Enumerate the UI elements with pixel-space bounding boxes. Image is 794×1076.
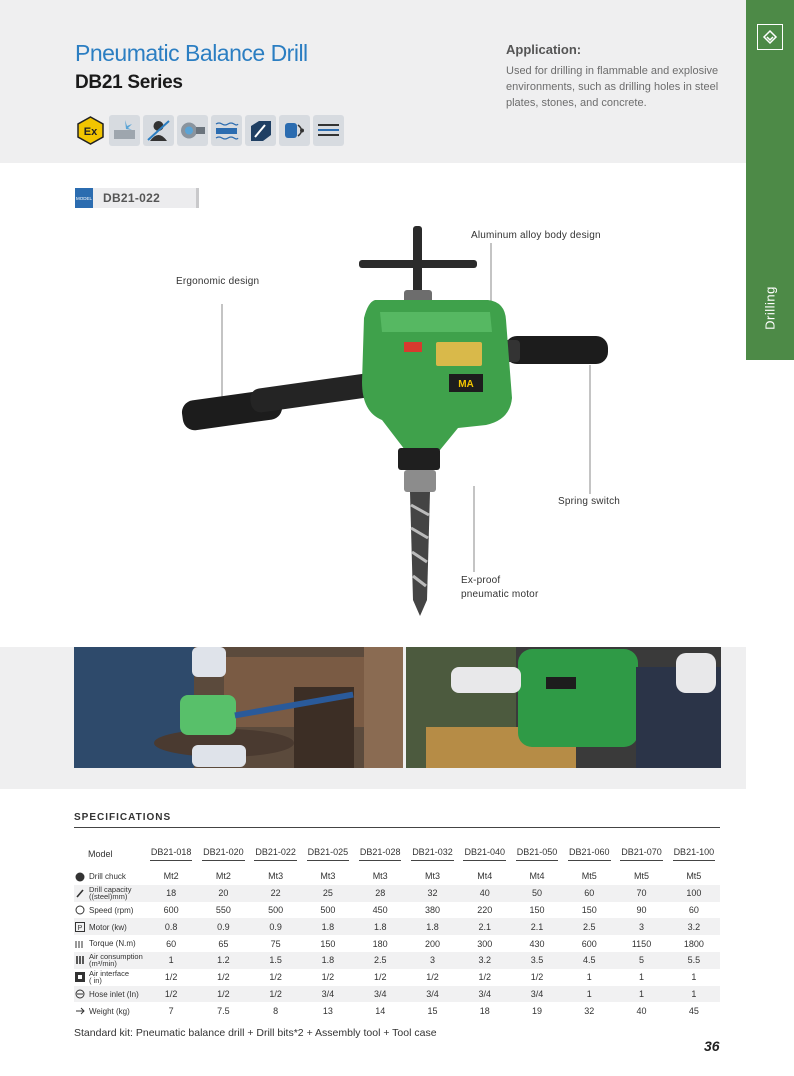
model-header: DB21-040 (459, 845, 511, 862)
param-label: Motor (kw) (89, 922, 127, 932)
table-cell: 3/4 (302, 986, 354, 1003)
table-cell: Mt2 (215, 871, 231, 882)
svg-text:P: P (77, 925, 83, 933)
table-header-row (74, 845, 720, 862)
table-cell: 1/2 (145, 986, 197, 1003)
param-label: Drill chuck (89, 872, 126, 882)
application-heading: Application: (506, 42, 582, 57)
model-header: DB21-032 (406, 845, 458, 862)
param-label-cell (74, 952, 145, 969)
param-unit: ((steel)mm) (89, 892, 128, 902)
standard-kit-note: Standard kit: Pneumatic balance drill + Drill bits*2 + Assembly tool + Tool case (74, 1027, 437, 1039)
table-cell: 1 (639, 972, 645, 983)
table-cell: 7.5 (217, 1005, 230, 1016)
table-cell: 3/4 (354, 986, 406, 1003)
table-cell: 1 (145, 952, 197, 969)
table-row (74, 918, 720, 935)
model-header: DB21-022 (250, 845, 302, 862)
table-cell: 0.9 (250, 918, 302, 935)
table-row (74, 902, 720, 919)
table-cell: 22 (250, 885, 302, 902)
model-mark: MODEL (75, 188, 93, 208)
param-label-cell (74, 868, 145, 885)
table-row (74, 986, 720, 1003)
param-label: Speed (rpm) (89, 905, 134, 915)
air-consumption-icon (74, 955, 89, 965)
table-cell: Mt4 (529, 871, 545, 882)
table-cell: 450 (372, 904, 388, 915)
section-label: Drilling (762, 286, 778, 330)
model-header: DB21-100 (668, 845, 720, 862)
table-cell: 550 (215, 904, 231, 915)
param-label: Torque (N.m) (89, 939, 136, 949)
specifications-heading: SPECIFICATIONS (74, 812, 172, 823)
table-cell: 1 (615, 986, 667, 1003)
usage-photo-left (74, 647, 403, 768)
callout-motor-line1: Ex-proof (461, 575, 501, 586)
param-label-cell (74, 969, 145, 986)
table-cell: 3/4 (406, 986, 458, 1003)
table-cell: 1/2 (197, 986, 249, 1003)
series-title: DB21 Series (75, 72, 183, 93)
table-cell: 40 (636, 1005, 647, 1016)
specifications-table (74, 845, 720, 1019)
callout-motor-line2: pneumatic motor (461, 589, 539, 600)
table-cell: 1/2 (164, 972, 178, 983)
model-header: DB21-060 (563, 845, 615, 862)
table-cell: Mt5 (686, 871, 702, 882)
weight-icon (74, 1005, 89, 1015)
table-cell: 1/2 (217, 972, 230, 983)
application-text: Used for drilling in flammable and explosive environments, such as drilling holes in steel plates, stones, and concrete. (506, 65, 719, 109)
specifications-rule (74, 827, 720, 828)
param-label: Weight (kg) (89, 1006, 130, 1016)
table-cell: 3.2 (668, 918, 720, 935)
table-cell: 500 (268, 904, 284, 915)
table-row (74, 935, 720, 952)
usage-photo-right (406, 647, 721, 768)
table-cell: 1 (691, 972, 697, 983)
model-header: DB21-020 (197, 845, 249, 862)
brand-logo-icon (757, 24, 783, 50)
table-cell: 28 (354, 885, 406, 902)
table-cell: 1/2 (269, 972, 282, 983)
table-cell: 3.2 (459, 952, 511, 969)
table-cell: 1 (586, 972, 592, 983)
table-cell: 70 (615, 885, 667, 902)
table-cell: 1.2 (197, 952, 249, 969)
table-cell: Mt5 (581, 871, 597, 882)
table-cell: 18 (145, 885, 197, 902)
table-cell: Mt3 (320, 871, 336, 882)
param-label: Drill capacity (89, 885, 132, 895)
table-cell: 100 (668, 885, 720, 902)
chuck-icon (74, 871, 89, 881)
table-cell: 20 (197, 885, 249, 902)
table-cell: 19 (531, 1005, 542, 1016)
table-cell: 5 (615, 952, 667, 969)
table-row (74, 868, 720, 885)
air-interface-icon (74, 972, 89, 982)
table-cell: 4.5 (563, 952, 615, 969)
table-cell: 45 (688, 1005, 699, 1016)
table-cell: 2.1 (459, 918, 511, 935)
table-cell: 1/2 (426, 972, 439, 983)
table-cell: 200 (424, 938, 440, 949)
model-header: DB21-018 (145, 845, 197, 862)
table-cell: 2.5 (563, 918, 615, 935)
svg-text:MA: MA (458, 379, 474, 390)
param-label-cell (74, 935, 145, 952)
table-cell: 0.8 (145, 918, 197, 935)
table-cell: 600 (581, 938, 597, 949)
param-label-cell (74, 885, 145, 902)
param-label-cell (74, 986, 145, 1003)
table-cell: 13 (322, 1005, 333, 1016)
table-cell: 0.9 (197, 918, 249, 935)
table-cell: 1/2 (250, 986, 302, 1003)
model-header: DB21-025 (302, 845, 354, 862)
table-cell: 32 (406, 885, 458, 902)
table-cell: 3.5 (511, 952, 563, 969)
table-cell: 430 (529, 938, 545, 949)
table-cell: 1.8 (302, 918, 354, 935)
table-cell: 1.8 (302, 952, 354, 969)
table-cell: 220 (477, 904, 493, 915)
torque-icon (74, 938, 89, 948)
table-cell: 1/2 (530, 972, 544, 983)
table-cell: 150 (529, 904, 545, 915)
table-cell: 75 (270, 938, 281, 949)
callout-ergonomic: Ergonomic design (176, 276, 260, 287)
table-cell: 1800 (683, 938, 704, 949)
svg-text:Ex: Ex (83, 126, 98, 138)
table-row (74, 952, 720, 969)
table-cell: Mt5 (634, 871, 650, 882)
page-number: 36 (704, 1038, 720, 1054)
table-cell: 5.5 (668, 952, 720, 969)
param-label: Air consumption (89, 952, 143, 962)
table-cell: Mt3 (268, 871, 284, 882)
param-label-cell (74, 902, 145, 919)
table-cell: 380 (424, 904, 440, 915)
param-label-cell (74, 918, 145, 935)
table-cell: 3 (615, 918, 667, 935)
table-cell: 1 (668, 986, 720, 1003)
param-label: Air interface (89, 969, 130, 979)
table-cell: 1 (563, 986, 615, 1003)
table-cell: Mt3 (372, 871, 388, 882)
table-cell: Mt2 (163, 871, 179, 882)
table-cell: 90 (636, 904, 647, 915)
table-cell: 1/2 (478, 972, 491, 983)
model-column-header: Model (88, 848, 113, 859)
table-row (74, 885, 720, 902)
param-unit: (m³/min) (89, 959, 117, 969)
model-header: DB21-028 (354, 845, 406, 862)
table-cell: 600 (163, 904, 179, 915)
table-cell: 150 (320, 938, 336, 949)
drill-bit-icon (74, 888, 89, 898)
table-cell: 500 (320, 904, 336, 915)
table-cell: Mt4 (477, 871, 493, 882)
table-cell: 7 (168, 1005, 174, 1016)
model-header: DB21-050 (511, 845, 563, 862)
table-cell: 300 (477, 938, 493, 949)
table-cell: 65 (218, 938, 229, 949)
speed-icon (74, 905, 89, 915)
table-cell: 150 (581, 904, 597, 915)
table-cell: 50 (511, 885, 563, 902)
param-unit: ( in) (89, 976, 102, 986)
table-cell: 180 (372, 938, 388, 949)
table-cell: 1.8 (406, 918, 458, 935)
table-cell: 32 (584, 1005, 595, 1016)
table-cell: 3 (406, 952, 458, 969)
table-cell: 2.5 (354, 952, 406, 969)
table-cell: 25 (302, 885, 354, 902)
table-cell: 8 (273, 1005, 279, 1016)
table-row (74, 969, 720, 986)
callout-spring-switch: Spring switch (558, 496, 621, 507)
table-cell: 14 (375, 1005, 386, 1016)
callout-motor (461, 574, 538, 602)
model-name: DB21-022 (103, 191, 161, 205)
table-cell: 1/2 (321, 972, 335, 983)
model-header: DB21-070 (615, 845, 667, 862)
table-cell: 1.8 (354, 918, 406, 935)
table-cell: 3/4 (459, 986, 511, 1003)
table-cell: 60 (563, 885, 615, 902)
table-cell: 18 (479, 1005, 490, 1016)
table-cell: Mt3 (424, 871, 440, 882)
table-cell: 3/4 (511, 986, 563, 1003)
table-cell: 1150 (631, 938, 652, 949)
table-cell: 60 (688, 904, 699, 915)
table-cell: 1/2 (373, 972, 387, 983)
param-label-cell (74, 1002, 145, 1019)
table-cell: 60 (166, 938, 177, 949)
page-title: Pneumatic Balance Drill (75, 40, 308, 66)
table-cell: 40 (459, 885, 511, 902)
table-cell: 1.5 (250, 952, 302, 969)
table-row (74, 1002, 720, 1019)
table-cell: 15 (427, 1005, 438, 1016)
hose-icon (74, 989, 89, 999)
table-cell: 2.1 (511, 918, 563, 935)
callout-body-design: Aluminum alloy body design (471, 230, 601, 241)
param-label: Hose inlet (In) (89, 989, 139, 999)
motor-icon (74, 921, 89, 931)
